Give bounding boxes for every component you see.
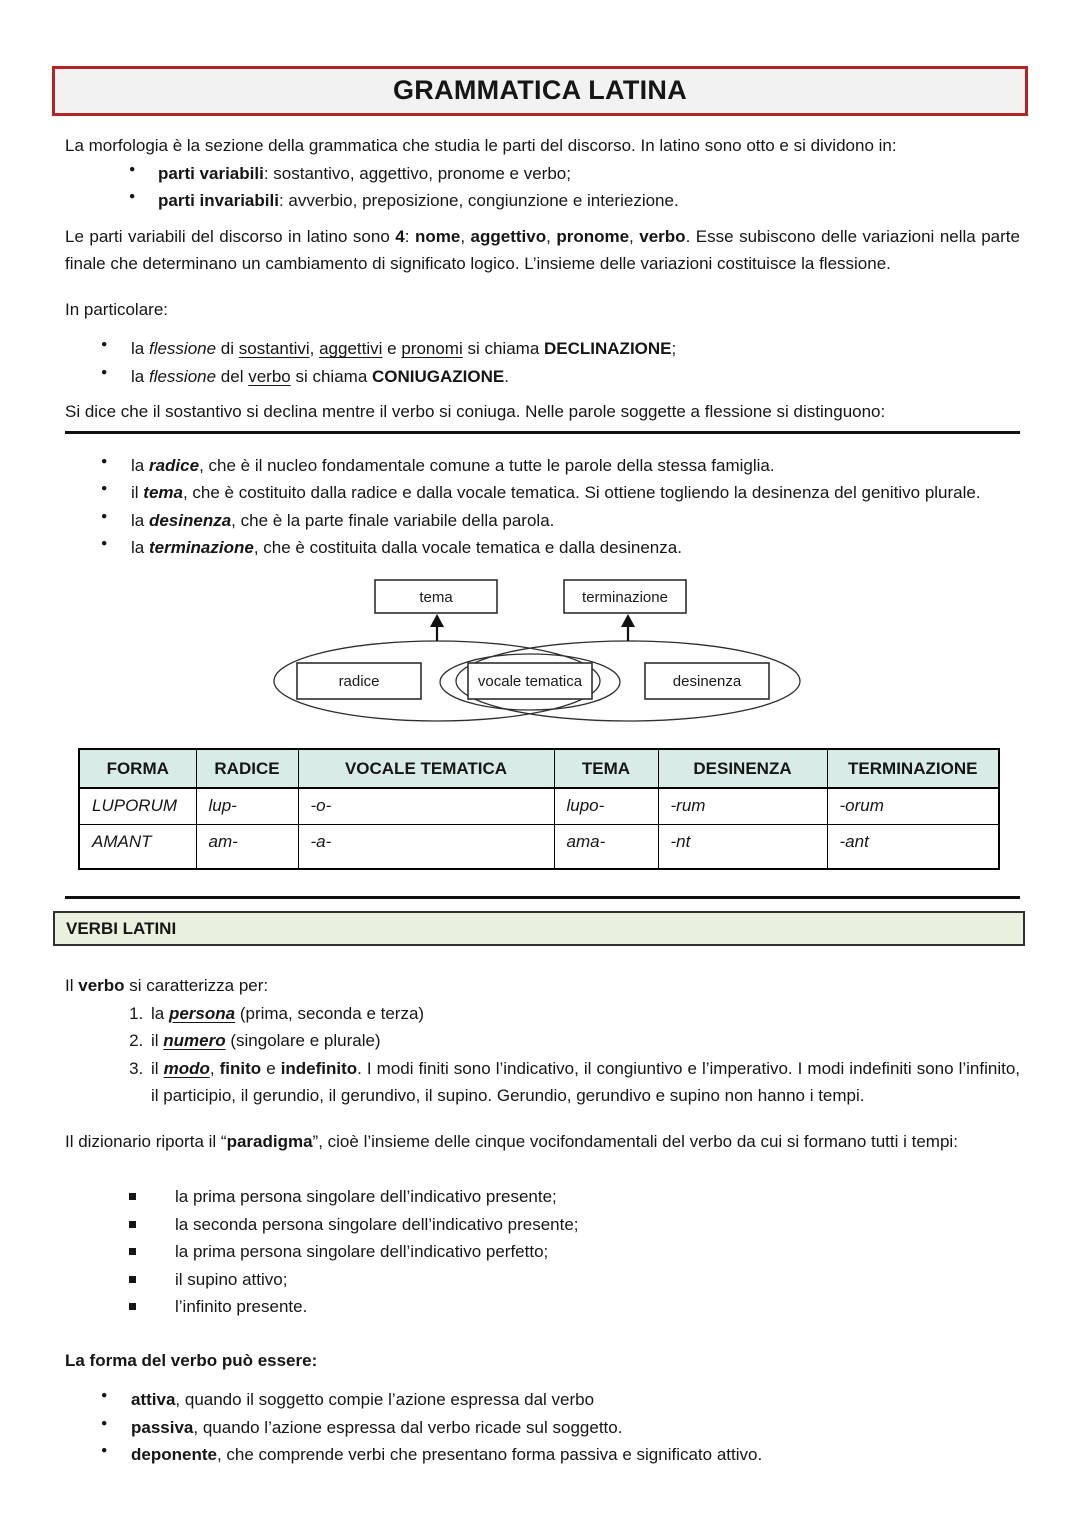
- terminazione-arrow: [621, 614, 635, 641]
- table-cell: -nt: [658, 824, 827, 868]
- table-cell: -rum: [658, 788, 827, 824]
- paradigma-list: [65, 1183, 1020, 1321]
- list-item: ● parti invariabili: avverbio, preposizione, congiunzione e interiezione.: [65, 187, 1020, 215]
- word-elements-list: [65, 452, 1020, 562]
- declension-conjugation-paragraph: Si dice che il sostantivo si declina mentre il verbo si coniuga. Nelle parole soggette a flessione si distinguono:: [65, 402, 886, 422]
- list-item: ● la flessione del verbo si chiama CONIUGAZIONE.: [65, 363, 1020, 391]
- table-cell: LUPORUM: [79, 788, 196, 824]
- list-item: ● il tema, che è costituito dalla radice e dalla vocale tematica. Si ottiene togliendo la desinenza del genitivo plurale.: [65, 479, 1020, 507]
- parts-of-speech-list: [65, 160, 1020, 215]
- divider-line: [65, 431, 1020, 434]
- table-cell: ama-: [554, 824, 658, 868]
- thick-divider-line: [65, 896, 1020, 899]
- section-header-verbi-latini: [53, 911, 1025, 947]
- list-item: ● la terminazione, che è costituita dalla vocale tematica e dalla desinenza.: [65, 534, 1020, 562]
- list-item: 1. la persona (prima, seconda e terza): [148, 1000, 1020, 1028]
- verb-form-heading: La forma del verbo può essere:: [65, 1350, 318, 1370]
- column-header: FORMA: [79, 749, 196, 789]
- list-item: la prima persona singolare dell’indicativo perfetto;: [65, 1238, 1020, 1266]
- morphology-table: [78, 748, 1000, 870]
- paradigma-paragraph: Il dizionario riporta il “paradigma”, cioè l’insieme delle cinque vocifondamentali del verbo da cui si formano tutti i tempi:: [65, 1131, 958, 1151]
- list-item: la seconda persona singolare dell’indicativo presente;: [65, 1211, 1020, 1239]
- section-title: VERBI LATINI: [66, 918, 177, 938]
- column-header: TERMINAZIONE: [827, 749, 999, 789]
- table-cell: -o-: [298, 788, 554, 824]
- column-header: TEMA: [554, 749, 658, 789]
- tema-arrow: [430, 614, 444, 641]
- desinenza-label: desinenza: [672, 672, 742, 690]
- table-cell: lup-: [196, 788, 298, 824]
- column-header: VOCALE TEMATICA: [298, 749, 554, 789]
- title-box: [52, 66, 1028, 116]
- list-item: l’infinito presente.: [65, 1293, 1020, 1321]
- flessione-list: [65, 335, 1020, 390]
- in-particular-label: In particolare:: [65, 299, 168, 319]
- column-header: RADICE: [196, 749, 298, 789]
- table-cell: -orum: [827, 788, 999, 824]
- table-cell: -ant: [827, 824, 999, 868]
- page-title: GRAMMATICA LATINA: [392, 75, 688, 106]
- table-row: [79, 824, 999, 868]
- list-item: ● la radice, che è il nucleo fondamentale comune a tutte le parole della stessa famiglia.: [65, 452, 1020, 480]
- tema-label: tema: [419, 588, 453, 606]
- list-item: ● passiva, quando l’azione espressa dal verbo ricade sul soggetto.: [65, 1414, 1020, 1442]
- list-item: ● attiva, quando il soggetto compie l’azione espressa dal verbo: [65, 1386, 1020, 1414]
- list-item: la prima persona singolare dell’indicativo presente;: [65, 1183, 1020, 1211]
- list-item: ● la flessione di sostantivi, aggettivi e pronomi si chiama DECLINAZIONE;: [65, 335, 1020, 363]
- verb-characteristics-paragraph: Il verbo si caratterizza per:: [65, 976, 269, 996]
- radice-label: radice: [338, 672, 380, 690]
- table-header-row: [79, 749, 999, 789]
- table-cell: -a-: [298, 824, 554, 868]
- document-content: [0, 132, 1080, 1469]
- terminazione-label: terminazione: [582, 588, 668, 606]
- table-cell: lupo-: [554, 788, 658, 824]
- list-item: il supino attivo;: [65, 1266, 1020, 1294]
- table-cell: AMANT: [79, 824, 196, 868]
- verb-characteristics-list: [65, 1000, 1020, 1110]
- list-item: ● la desinenza, che è la parte finale variabile della parola.: [65, 507, 1020, 535]
- column-header: DESINENZA: [658, 749, 827, 789]
- verb-forms-list: [65, 1386, 1020, 1469]
- list-item: 3. il modo, finito e indefinito. I modi finiti sono l’indicativo, il congiuntivo e l’imperativo. I modi indefiniti sono l’infinito, il participio, il gerundio, il gerundivo, il supino. Gerundio, gerundivo e supino non hanno i tempi.: [148, 1055, 1020, 1110]
- list-item: ● deponente, che comprende verbi che presentano forma passiva e significato attivo.: [65, 1441, 1020, 1469]
- morphology-diagram: [65, 574, 1020, 726]
- table-row: [79, 788, 999, 824]
- list-item: 2. il numero (singolare e plurale): [148, 1027, 1020, 1055]
- vocale-tematica-label: vocale tematica: [477, 672, 583, 690]
- table-cell: am-: [196, 824, 298, 868]
- variable-parts-paragraph: Le parti variabili del discorso in latino sono 4: nome, aggettivo, pronome, verbo. Esse subiscono delle variazioni nella parte finale che determinano un cambiamento di significato logico. L’insieme delle variazioni costituisce la flessione.: [65, 226, 1020, 274]
- list-item: ● parti variabili: sostantivo, aggettivo, pronome e verbo;: [65, 160, 1020, 188]
- intro-paragraph: La morfologia è la sezione della grammatica che studia le parti del discorso. In latino sono otto e si dividono in:: [65, 136, 897, 155]
